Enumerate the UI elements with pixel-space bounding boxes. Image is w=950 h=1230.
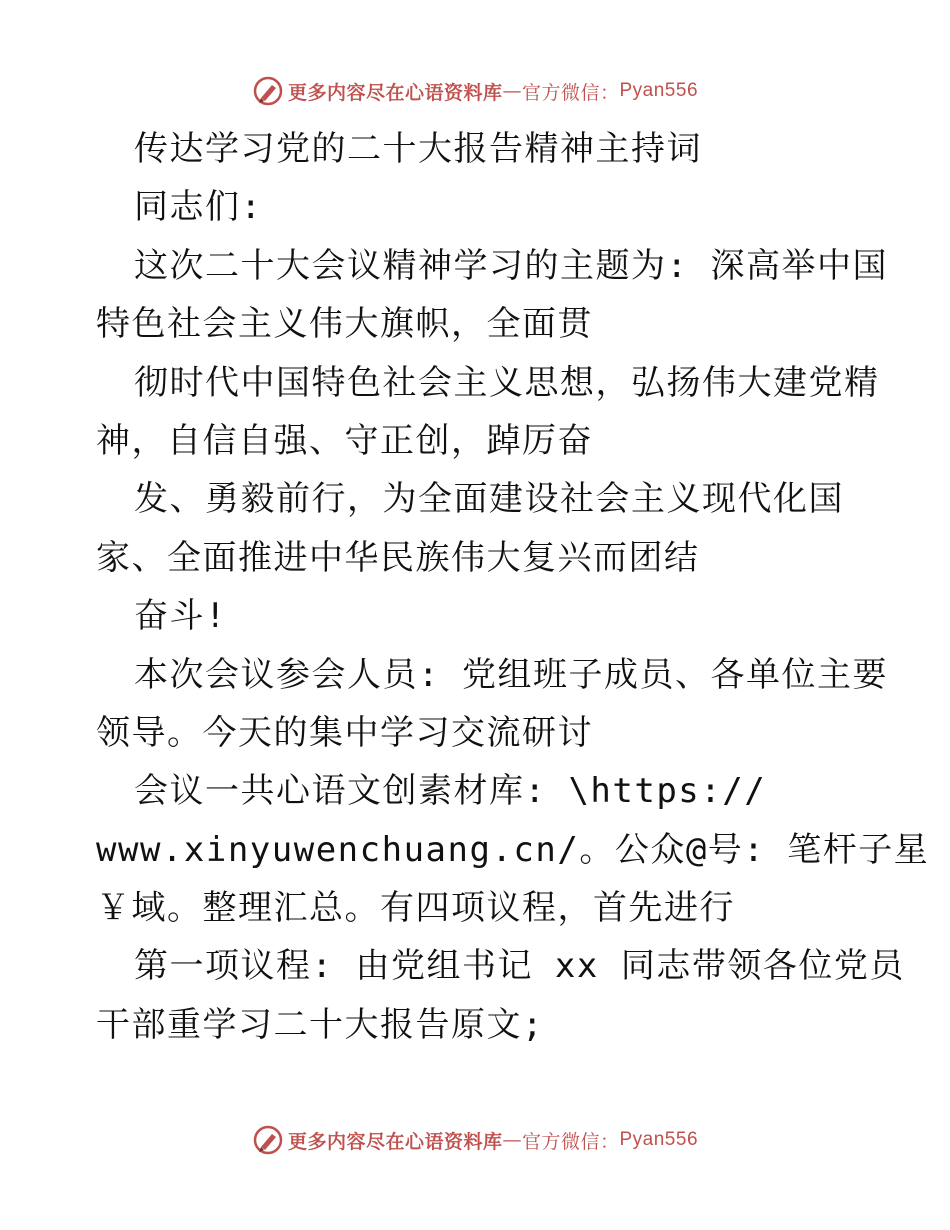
pen-logo-icon [252,75,284,107]
text-line: 会议一共心语文创素材库: \https:// [134,771,767,812]
banner-handle: Pyan556 [619,80,699,101]
pen-logo-icon [252,1124,284,1156]
text-line: www.xinyuwenchuang.cn/。公众@号: 笔杆子星 [96,829,930,870]
header-watermark-banner [0,73,950,109]
text-line: 发、勇毅前行，为全面建设社会主义现代化国 [134,479,844,520]
text-line: 干部重学习二十大报告原文; [96,1004,544,1045]
text-line: 这次二十大会议精神学习的主题为: 深高举中国 [134,245,888,286]
text-line: 领导。今天的集中学习交流研讨 [96,712,593,753]
text-line: 神，自信自强、守正创，踔厉奋 [96,420,593,461]
banner-dash: — [502,1129,522,1151]
banner-handle: Pyan556 [619,1129,699,1150]
text-line: 本次会议参会人员: 党组班子成员、各单位主要 [134,654,888,695]
text-line: 彻时代中国特色社会主义思想，弘扬伟大建党精 [134,362,880,403]
banner-main-text: 更多内容尽在心语资料库 [287,81,503,104]
text-line: 家、全面推进中华民族伟大复兴而团结 [96,537,700,578]
document-title: 传达学习党的二十大报告精神主持词 [134,129,702,169]
text-line: 同志们: [134,187,263,228]
banner-contact-label: 官方微信： [521,1130,620,1153]
document-body [96,120,930,1054]
text-line: 奋斗! [134,596,227,637]
text-line: 第一项议程: 由党组书记 xx 同志带领各位党员 [134,946,905,987]
banner-dash: — [502,80,522,102]
text-line: 特色社会主义伟大旗帜，全面贯 [96,304,593,345]
banner-contact-label: 官方微信： [521,81,620,104]
text-line: ￥域。整理汇总。有四项议程，首先进行 [96,888,735,929]
footer-watermark-banner [0,1122,950,1158]
banner-main-text: 更多内容尽在心语资料库 [287,1130,503,1153]
